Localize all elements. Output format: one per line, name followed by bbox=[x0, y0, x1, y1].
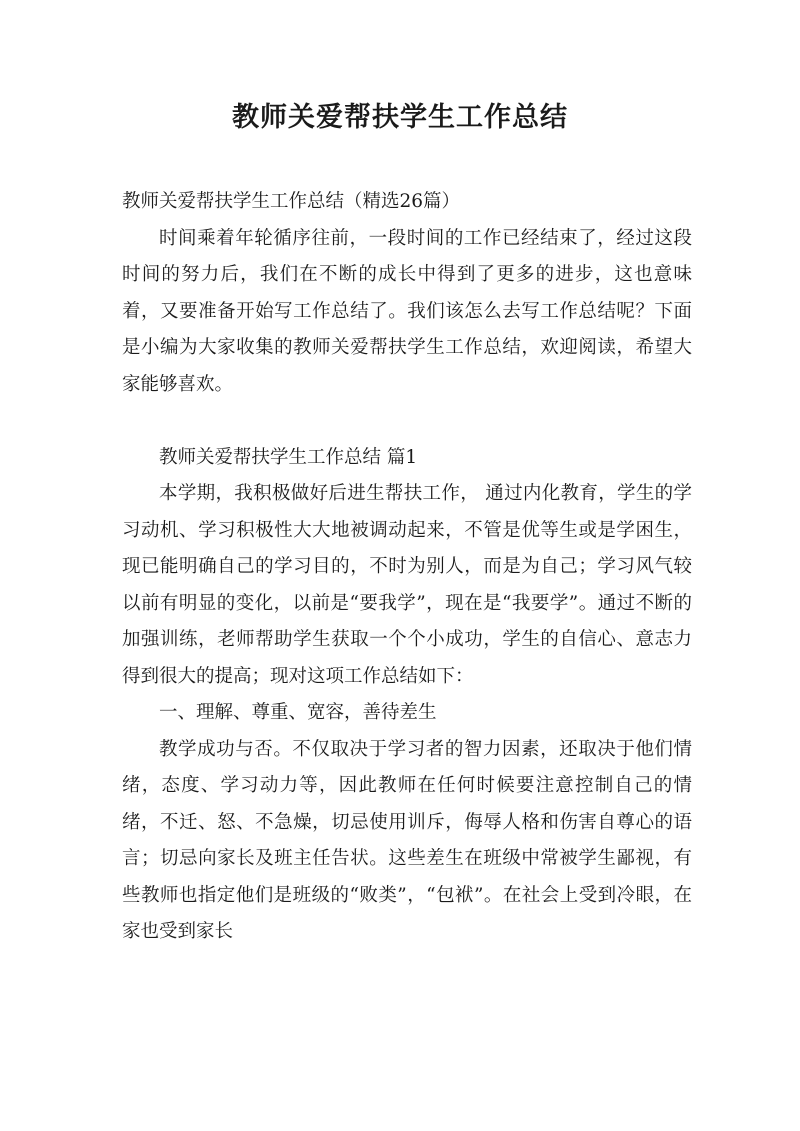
section-heading: 教师关爱帮扶学生工作总结 篇1 bbox=[159, 446, 418, 468]
body-paragraph: 本学期，我积极做好后进生帮扶工作， 通过内化教育，学生的学习动机、学习积极性大大地被调动起来，不管是优等生或是学困生，现已能明确自己的学习目的，不时为别人，而是为自己；学习风气较以前有明显的变化，以前是“要我学”，现在是“我要学”。通过不断的加强训练，老师帮助学生获取一个个小成功，学生的自信心、意志力得到很大的提高；现对这项工作总结如下： bbox=[122, 483, 692, 687]
document-body bbox=[122, 184, 692, 951]
body-paragraph: 教学成功与否。不仅取决于学习者的智力因素，还取决于他们情绪，态度、学习动力等，因此教师在任何时候要注意控制自己的情绪，不迁、怒、不急燥，切忌使用训斥，侮辱人格和伤害自尊心的语言；切忌向家长及班主任告状。这些差生在班级中常被学生鄙视，有些教师也指定他们是班级的“败类”，“包袱”。在社会上受到冷眼，在家也受到家长 bbox=[122, 738, 692, 942]
point-heading: 一、理解、尊重、宽容，善待差生 bbox=[159, 702, 437, 723]
blank-line bbox=[122, 403, 692, 440]
document-title: 教师关爱帮扶学生工作总结 bbox=[232, 102, 568, 133]
document-subtitle: 教师关爱帮扶学生工作总结（精选26篇） bbox=[122, 191, 461, 212]
intro-paragraph: 时间乘着年轮循序往前，一段时间的工作已经结束了，经过这段时间的努力后，我们在不断的成长中得到了更多的进步，这也意味着，又要准备开始写工作总结了。我们该怎么去写工作总结呢？下面是小编为大家收集的教师关爱帮扶学生工作总结，欢迎阅读，希望大家能够喜欢。 bbox=[122, 227, 692, 395]
